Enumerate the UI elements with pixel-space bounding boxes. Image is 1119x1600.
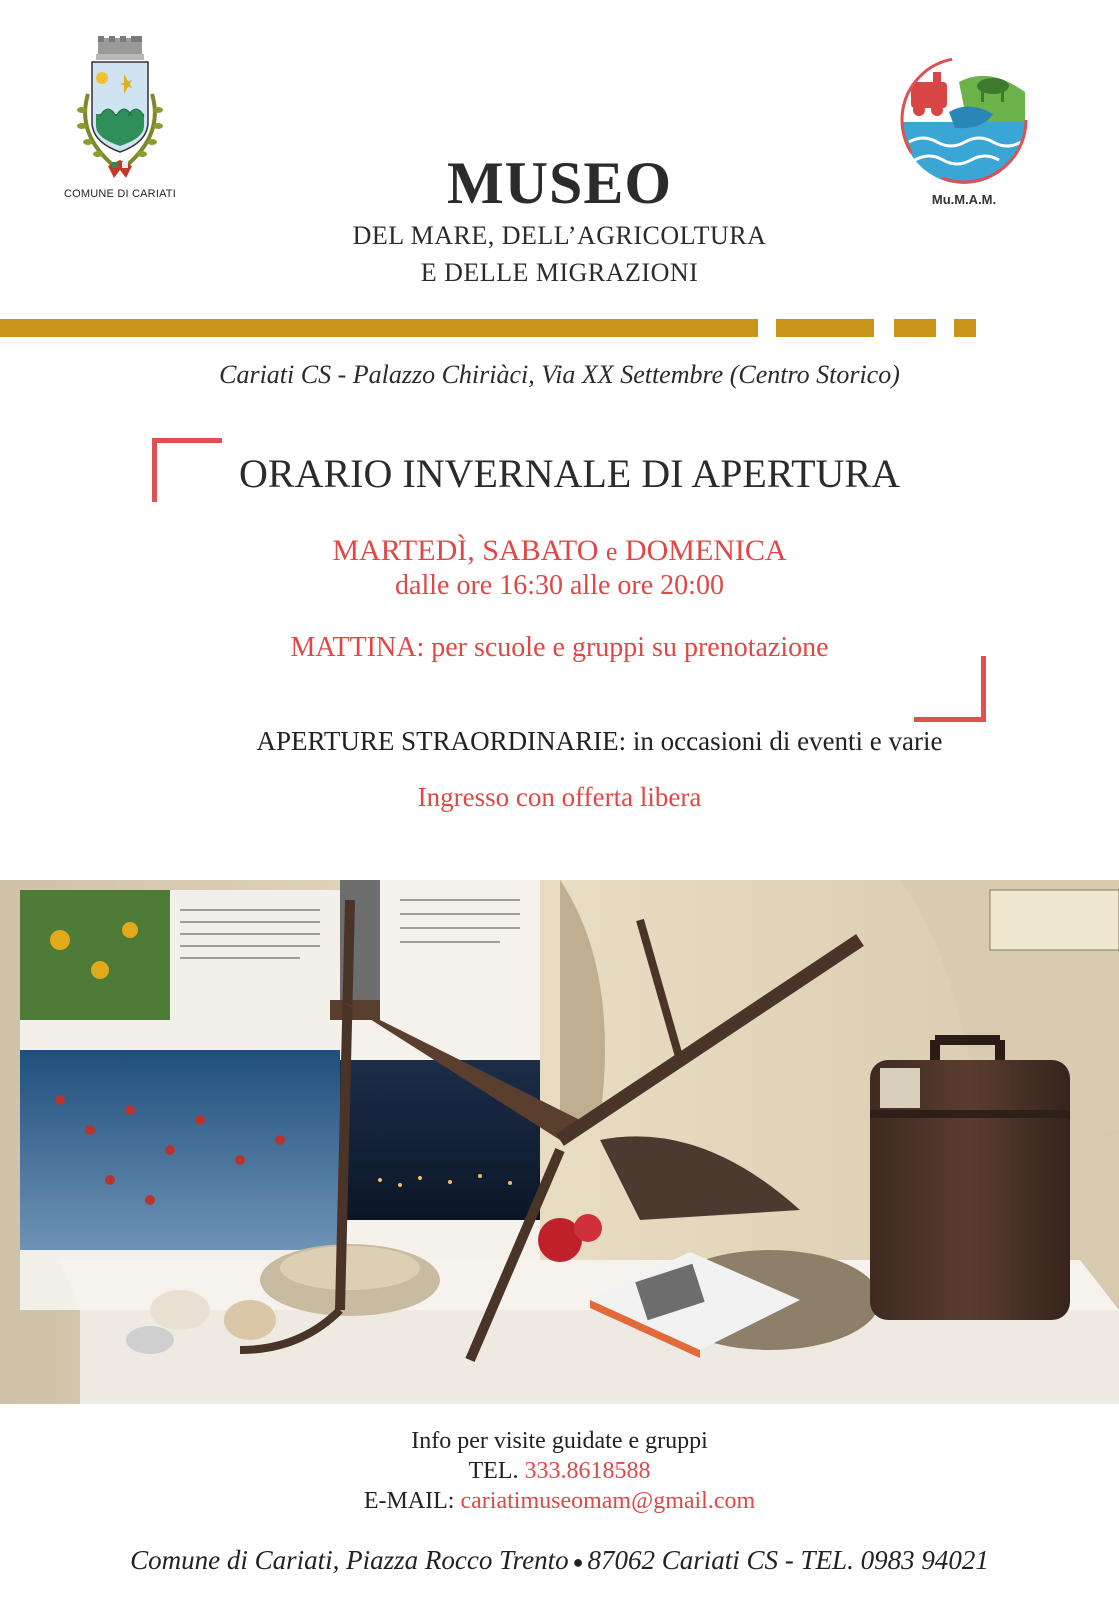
morning-label: MATTINA bbox=[290, 632, 417, 663]
phone-number[interactable]: 333.8618588 bbox=[524, 1458, 651, 1484]
extra-label: APERTURE STRAORDINARIE bbox=[256, 726, 619, 756]
exhibit-photo-illustration bbox=[0, 880, 1119, 1404]
opening-hours-heading: ORARIO INVERNALE DI APERTURA bbox=[239, 451, 900, 496]
gold-divider-bar bbox=[954, 319, 976, 337]
subtitle-line-2: E DELLE MIGRAZIONI bbox=[420, 258, 699, 287]
morning-note bbox=[0, 632, 1119, 664]
footer-address-part-1: Comune di Cariati, Piazza Rocco Trento bbox=[130, 1545, 569, 1575]
opening-days bbox=[0, 534, 1119, 568]
opening-days-part-2: DOMENICA bbox=[617, 534, 787, 567]
extra-text: : in occasioni di eventi e varie bbox=[618, 726, 943, 756]
phone-line bbox=[0, 1458, 1119, 1485]
entry-fee-note: Ingresso con offerta libera bbox=[417, 782, 702, 812]
email-address[interactable]: cariatimuseomam@gmail.com bbox=[460, 1488, 756, 1514]
extraordinary-openings bbox=[0, 726, 1119, 757]
footer-address bbox=[0, 1545, 1119, 1576]
footer-address-part-2: 87062 Cariati CS - TEL. 0983 94021 bbox=[587, 1545, 989, 1575]
comune-caption: COMUNE DI CARIATI bbox=[64, 188, 176, 200]
opening-times: dalle ore 16:30 alle ore 20:00 bbox=[395, 570, 724, 601]
corner-bracket-bottom-right bbox=[914, 656, 986, 722]
email-line bbox=[0, 1488, 1119, 1515]
gold-divider-bar bbox=[894, 319, 936, 337]
page-title: MUSEO bbox=[446, 150, 673, 216]
email-label: E-MAIL: bbox=[363, 1488, 455, 1514]
museum-address: Cariati CS - Palazzo Chiriàci, Via XX Settembre (Centro Storico) bbox=[219, 360, 900, 389]
morning-text: : per scuole e gruppi su prenotazione bbox=[416, 632, 829, 663]
opening-days-conjunction: e bbox=[605, 537, 618, 566]
phone-label: TEL. bbox=[468, 1458, 519, 1484]
bullet-separator: ● bbox=[572, 1552, 584, 1573]
gold-divider-bar bbox=[776, 319, 874, 337]
opening-days-part-1: MARTEDÌ, SABATO bbox=[332, 534, 606, 567]
info-line: Info per visite guidate e gruppi bbox=[411, 1428, 708, 1454]
gold-divider-bar bbox=[0, 319, 758, 337]
museum-exhibit-photo bbox=[0, 880, 1119, 1404]
subtitle-line-1: DEL MARE, DELL’AGRICOLTURA bbox=[352, 221, 767, 250]
mumam-caption: Mu.M.A.M. bbox=[931, 192, 997, 207]
